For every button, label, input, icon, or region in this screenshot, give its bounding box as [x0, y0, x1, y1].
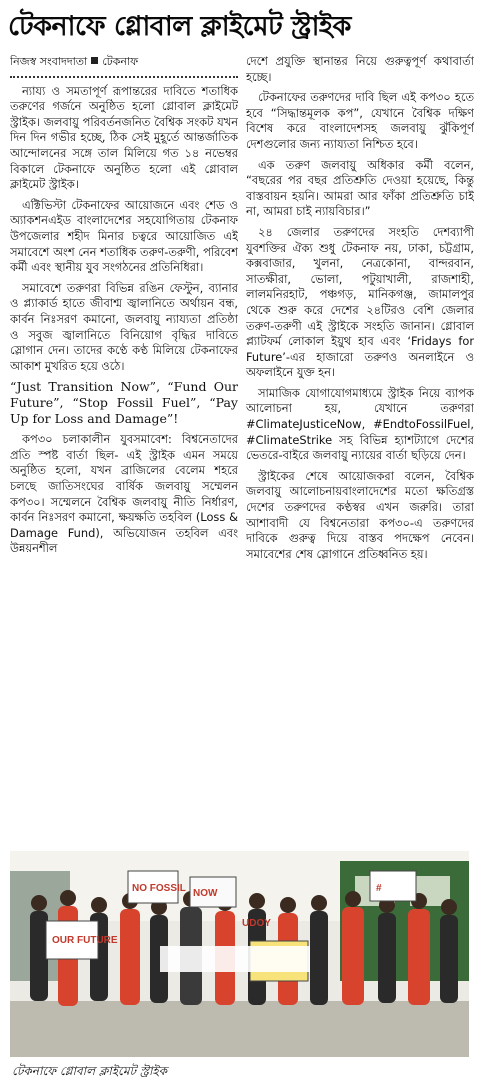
photo-caption: টেকনাফে গ্লোবাল ক্লাইমেট স্ট্রাইক [12, 1064, 168, 1078]
square-bullet-icon [91, 57, 98, 64]
headline: টেকনাফে গ্লোবাল ক্লাইমেট স্ট্রাইক [8, 11, 351, 42]
paragraph: ২৪ জেলার তরুণদের সংহতি দেশব্যাপী যুবশক্তির ঐক্য শুধু টেকনাফ নয়, ঢাকা, চট্টগ্রাম, কক্সবাজার, খুলনা, নেত্রকোনা, বান্দরবান, সাতক্ষীরা, ভোলা, পটুয়াখালী, রাজশাহী, লালমনিরহাট, পঞ্চগড়, মানিকগঞ্জ, জামালপুর থেকে শুরু করে দেশের ২৪টিরও বেশি জেলার তরুণ-তরুণী এই স্ট্রাইকে সংহতি জানান। গ্লোবাল প্ল্যাটফর্ম লোকাল ইয়ুথ হাব এবং ‘Fridays for Future’-এর হাজারো তরুণও অনলাইনে ও অফলাইনে যুক্ত হন। [246, 224, 474, 380]
paragraph: স্ট্রাইকের শেষে আয়োজকরা বলেন, বৈশ্বিক জলবায়ু আলোচনায়বাংলাদেশের মতো ক্ষতিগ্রস্ত দেশের তরুণদের কণ্ঠস্বর এখন জরুরি। তারা আশাবাদী যে বিশ্বনেতারা কপ৩০-এ তরুণদের দাবিকে গুরুত্ব দিয়ে বাস্তব পদক্ষেপ নেবেন। সমাবেশের শেষ স্লোগানে প্রতিধ্বনিত হয়। [246, 468, 474, 561]
placard-text: UDOY [242, 918, 271, 929]
dotted-divider [10, 72, 238, 78]
placard-text: NOW [193, 888, 218, 899]
reporter: নিজস্ব সংবাদদাতা [10, 55, 88, 68]
paragraph: সামাজিক যোগাযোগমাধ্যমে স্ট্রাইক নিয়ে ব্যাপক আলোচনা হয়, যেখানে তরুণরা #ClimateJusticeNow, #EndtoFossilFuel, #ClimateStrike সহ বিভিন্ন হ্যাশট্যাগে দেশের ভেতরে-বাইরে জলবায়ু ন্যায়ের বার্তা ছড়িয়ে দেন। [246, 385, 474, 463]
paragraph: ন্যায্য ও সমতাপূর্ণ রূপান্তরের দাবিতে শতাধিক তরুণের গর্জনে অনুষ্ঠিত হলো গ্লোবাল ক্লাইমেট স্ট্রাইক। জলবায়ু পরিবর্তনজনিত বৈশ্বিক সংকট যখন দিন দিন গভীর হচ্ছে, ঠিক সেই মুহূর্তে আন্তর্জাতিক আন্দোলনের সঙ্গে তাল মিলিয়ে গত ১৪ নভেম্বর বিকালে টেকনাফে অনুষ্ঠিত হলো এই গ্লোবাল ক্লাইমেট স্ট্রাইক। [10, 83, 238, 192]
paragraph: টেকনাফের তরুণদের দাবি ছিল এই কপ৩০ হতে হবে “সিদ্ধান্তমূলক কপ”, যেখানে বৈশ্বিক দক্ষিণ বিশেষ করে বাংলাদেশসহ জলবায়ু ঝুঁকিপূর্ণ দেশগুলোর জন্য ন্যায্যতা নিশ্চিত হবে। [246, 90, 474, 151]
left-column [10, 54, 238, 844]
paragraph: সমাবেশে তরুণরা বিভিন্ন রঙিন ফেস্টুন, ব্যানার ও প্ল্যাকার্ড হাতে জীবাশ্ম জ্বালানিতে অর্থায়ন বন্ধ, কার্বন নিঃসরণ কমানো, জলবায়ু ন্যায্যতা প্রতিষ্ঠা ও সবুজ জ্বালানিতে বিনিয়োগ বৃদ্ধির দাবিতে স্লোগান দেন। তাদের কণ্ঠে কণ্ঠ মিলিয়ে টেকনাফের আকাশ মুখরিত হয়ে ওঠে। [10, 280, 238, 373]
rally-photo-illustration [10, 851, 469, 1057]
paragraph: এক তরুণ জলবায়ু অধিকার কর্মী বলেন, “বছরের পর বছর প্রতিশ্রুতি দেওয়া হয়েছে, কিন্তু বাস্তবায়ন হয়নি। আমরা আর ফাঁকা প্রতিশ্রুতি চাই না, আমরা চাই ন্যায়বিচার।” [246, 157, 474, 219]
location: টেকনাফ [102, 55, 139, 68]
paragraph: কপ৩০ চলাকালীন যুবসমাবেশ: বিশ্বনেতাদের প্রতি স্পষ্ট বার্তা ছিল- এই স্ট্রাইক এমন সময়ে অনুষ্ঠিত হলো, যখন ব্রাজিলের বেলেম শহরে চলছে জাতিসংঘের বার্ষিক জলবায়ু সম্মেলন কপ৩০। সম্মেলনে বৈশ্বিক জলবায়ু নীতি নির্ধারণ, কার্বন নিঃসরণ কমানো, ক্ষয়ক্ষতি তহবিল (Loss & Damage Fund), অভিযোজন তহবিল এবং উন্নয়নশীল [10, 432, 238, 556]
paragraph: এক্টিভিস্টা টেকনাফের আয়োজনে এবং শেড ও অ্যাকশনএইড বাংলাদেশের সহযোগিতায় টেকনাফ উপজেলার শহীদ মিনার চত্বরে আয়োজিত এই সমাবেশে অংশ নেন শতাধিক তরুণ-তরুণী, পরিবেশ কর্মী এবং স্থানীয় যুব সংগঠনের প্রতিনিধিরা। [10, 197, 238, 275]
right-column [246, 54, 474, 844]
placard-text: OUR FUTURE [52, 935, 118, 946]
placard-text: # [376, 883, 382, 894]
paragraph: “Just Transition Now”, “Fund Our Future”, “Stop Fossil Fuel”, “Pay Up for Loss and Damage”! [10, 379, 238, 427]
paragraph: দেশে প্রযুক্তি স্থানান্তর নিয়ে গুরুত্বপূর্ণ কথাবার্তা হচ্ছে। [246, 54, 474, 84]
byline [10, 54, 238, 70]
placard-text: NO FOSSIL [132, 883, 186, 894]
rally-photo [10, 851, 469, 1057]
